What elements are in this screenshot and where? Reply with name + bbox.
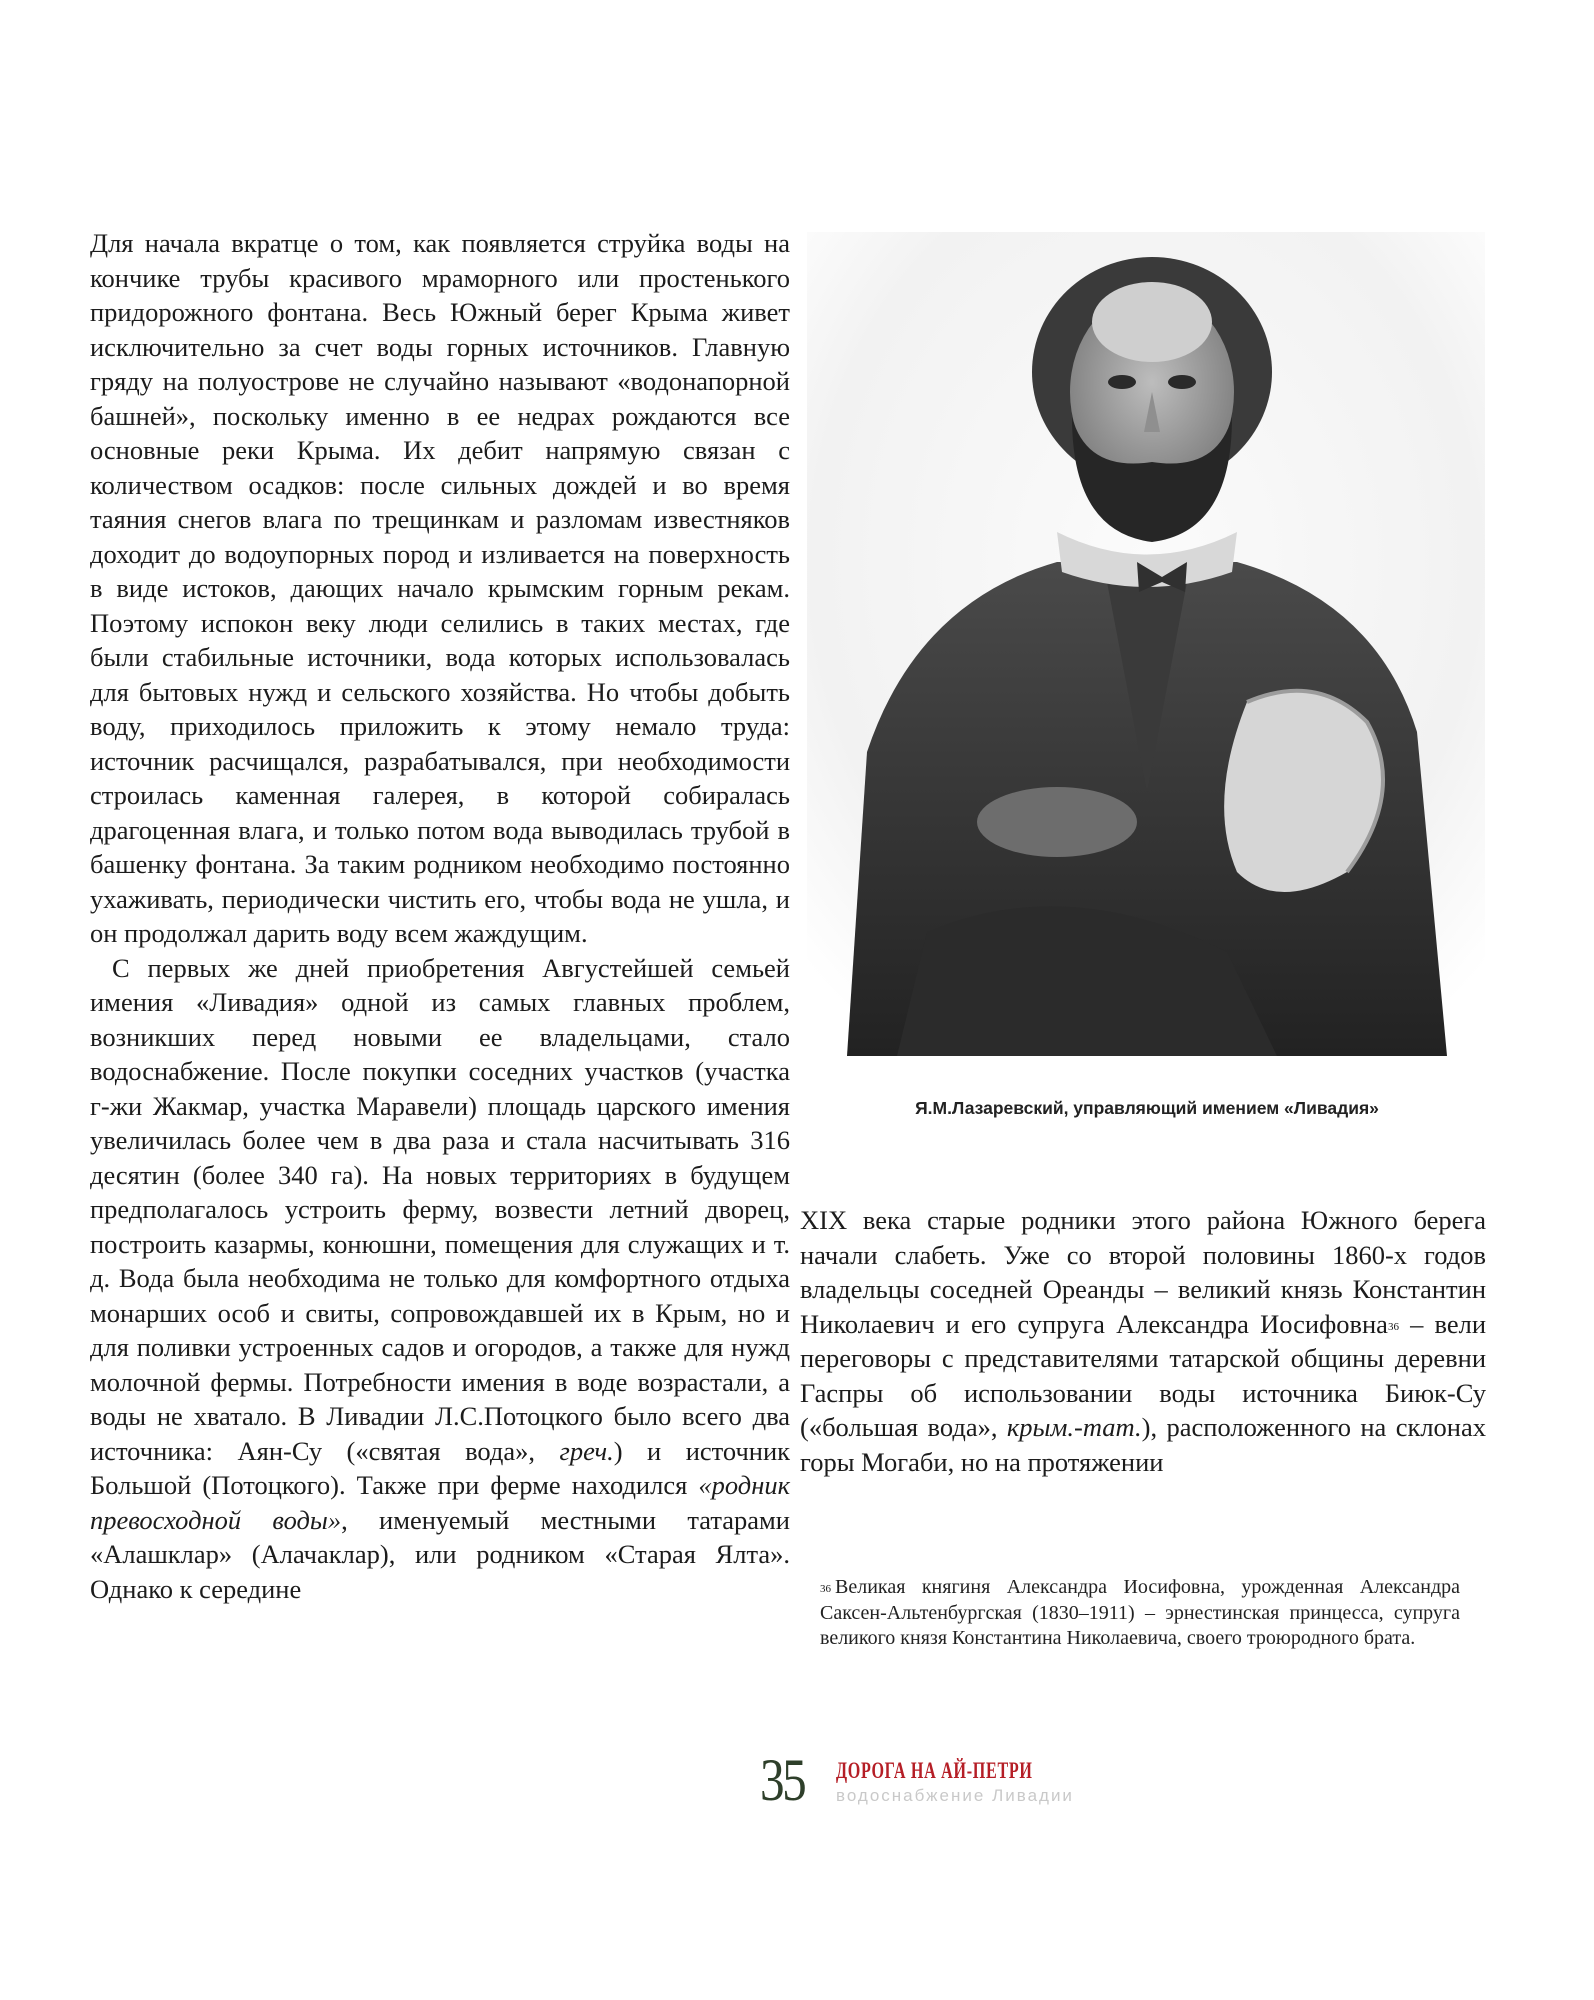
text-run: – вели переговоры с представителями татарской общины деревни Гаспры об использовании воды источника Биюк-Су («большая вода», bbox=[800, 1308, 1486, 1442]
portrait-illustration bbox=[807, 232, 1485, 1056]
running-title: ДОРОГА НА АЙ-ПЕТРИ bbox=[836, 1758, 1033, 1783]
left-text-column bbox=[90, 226, 790, 1606]
text-run: ) и источник Большой (Потоцкого). Также при ферме находился bbox=[90, 1435, 791, 1500]
footnote-mark: 36 bbox=[820, 1583, 831, 1595]
footnote-text: Великая княгиня Александра Иосифовна, урожденная Александра Саксен-Альтенбургская (1830–1911) – эрнестинская принцесса, супруга великого князя Константина Николаевича, своего троюродного брата. bbox=[820, 1576, 1460, 1649]
paragraph bbox=[90, 951, 790, 1607]
footnote-reference[interactable]: 36 bbox=[1387, 1320, 1399, 1333]
right-text-column bbox=[800, 1203, 1486, 1479]
paragraph bbox=[800, 1203, 1486, 1479]
page-number: 35 bbox=[760, 1747, 805, 1813]
text-run: ), расположенного на склонах горы Могаби, но на протяжении bbox=[800, 1412, 1487, 1477]
quoted-name: «родник превосходной воды» bbox=[90, 1470, 791, 1535]
abbreviation: греч. bbox=[559, 1435, 614, 1466]
paragraph: Для начала вкратце о том, как появляется струйка воды на кончике трубы красивого мраморного или простенького придорожного фонтана. Весь Южный берег Крыма живет исключительно за счет воды горных источников. Главную гряду на полуострове не случайно называют «водонапорной башней», поскольку именно в ее недрах рождаются все основные реки Крыма. Их дебит напрямую связан с количеством осадков: после сильных дождей и во время таяния снегов влага по трещинкам и разломам известняков доходит до водоупорных пород и изливается на поверхность в виде истоков, дающих начало крымским горным рекам. Поэтому испокон веку люди селились в таких местах, где были стабильные источники, вода которых использовалась для бытовых нужд и сельского хозяйства. Но чтобы добыть воду, приходилось приложить к этому немало труда: источник расчищался, разрабатывался, при необходимости строилась каменная галерея, в которой собиралась драгоценная влага, и только потом вода выводилась трубой в башенку фонтана. За таким родником необходимо постоянно ухаживать, периодически чистить его, чтобы вода не ушла, и он продолжал дарить воду всем жаждущим. bbox=[90, 228, 790, 948]
running-subtitle: водоснабжение Ливадии bbox=[836, 1786, 1074, 1805]
abbreviation: крым.-тат. bbox=[1006, 1412, 1142, 1442]
text-run: С первых же дней приобретения Августейшей семьей имения «Ливадия» одной из самых главных проблем, возникших перед новыми ее владельцами, стало водоснабжение. После покупки соседних участков (участка г-жи Жакмар, участка Маравели) площадь царского имения увеличилась более чем в два раза и стала насчитывать 316 десятин (более 340 га). На новых территориях в будущем предполагалось устроить ферму, возвести летний дворец, построить казармы, конюшни, помещения для служащих и т. д. Вода была необходима не только для комфортного отдыха монарших особ и свиты, сопровождавшей их в Крым, но и для поливки устроенных садов и огородов, а также для нужд молочной фермы. Потребности имения в воде возрастали, а воды не хватало. В Ливадии Л.С.Потоцкого было всего два источника: Аян-Су («святая вода», bbox=[90, 952, 790, 1466]
portrait-photo bbox=[807, 232, 1485, 1056]
text-run: XIX века старые родники этого района Южного берега начали слабеть. Уже со второй половины 1860-х годов владельцы соседней Ореанды – великий князь Константин Николаевич и его супруга Александра Иосифовна bbox=[800, 1205, 1486, 1339]
photo-caption: Я.М.Лазаревский, управляющий имением «Ливадия» bbox=[915, 1098, 1379, 1118]
text-run: , именуемый местными татарами «Алашклар» (Алачаклар), или родником «Старая Ялта». Однако к середине bbox=[90, 1504, 790, 1604]
footnote bbox=[820, 1575, 1460, 1652]
